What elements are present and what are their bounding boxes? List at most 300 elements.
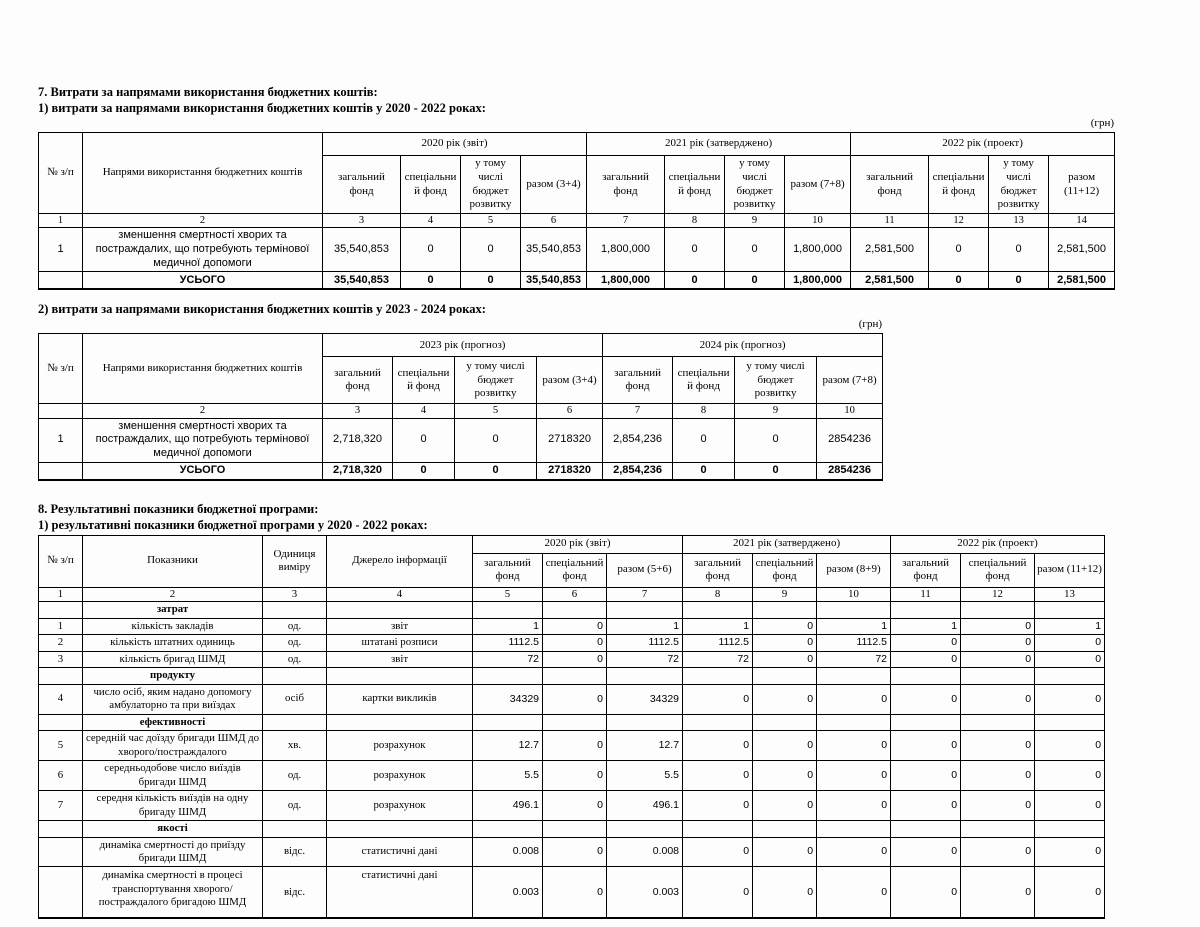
- fund-column-header: разом (7+8): [785, 156, 851, 214]
- column-number-cell: 8: [683, 587, 753, 601]
- source-cell: розрахунок: [327, 761, 473, 791]
- indicator-name-cell: динаміка смертності в процесі транспортування хворого/постраждалого бригадою ШМД: [83, 867, 263, 919]
- group-empty-cell: [327, 668, 473, 684]
- value-cell: 1112.5: [607, 635, 683, 651]
- value-cell: 0.008: [473, 837, 543, 867]
- group-empty-cell: [683, 821, 753, 837]
- section7-subtitle-2: 2) витрати за напрямами використання бюджетних коштів у 2023 - 2024 роках:: [38, 302, 486, 317]
- total-empty-cell: [39, 272, 83, 290]
- value-cell: 0.008: [607, 837, 683, 867]
- fund-column-header: спеціальний фонд: [961, 553, 1035, 587]
- group-empty-cell: [327, 714, 473, 730]
- group-empty-cell: [817, 821, 891, 837]
- fund-column-header: у тому числі бюджет розвитку: [455, 357, 537, 404]
- value-cell: 0: [1035, 761, 1105, 791]
- indicator-name-cell: кількість бригад ШМД: [83, 651, 263, 667]
- fund-column-header: загальний фонд: [323, 357, 393, 404]
- column-number-cell: 3: [263, 587, 327, 601]
- column-number-cell: 7: [607, 587, 683, 601]
- table-row: [39, 684, 1105, 714]
- value-cell: 1: [683, 618, 753, 634]
- group-label-cell: затрат: [83, 602, 263, 618]
- value-cell: 0: [961, 684, 1035, 714]
- source-cell: штатані розписи: [327, 635, 473, 651]
- value-cell: 0: [891, 761, 961, 791]
- table-row: [39, 867, 1105, 919]
- row-number-cell: 1: [39, 418, 83, 462]
- value-cell: 0: [543, 837, 607, 867]
- column-number-cell: 8: [665, 214, 725, 228]
- value-cell: 34329: [607, 684, 683, 714]
- group-empty-cell: [39, 668, 83, 684]
- fund-column-header: разом (8+9): [817, 553, 891, 587]
- value-cell: 0: [683, 761, 753, 791]
- direction-cell: зменшення смертності хворих та постраждалих, що потребують термінової медичної допомоги: [83, 228, 323, 272]
- value-cell: 0: [817, 837, 891, 867]
- year-group-header: 2022 рік (проект): [851, 133, 1115, 156]
- total-label-cell: УСЬОГО: [83, 272, 323, 290]
- group-empty-cell: [891, 714, 961, 730]
- value-cell: 2,718,320: [323, 418, 393, 462]
- total-value-cell: 2718320: [537, 462, 603, 480]
- value-cell: 2718320: [537, 418, 603, 462]
- year-group-header: 2023 рік (прогноз): [323, 334, 603, 357]
- year-group-header: 2022 рік (проект): [891, 535, 1105, 553]
- column-number-cell: 4: [327, 587, 473, 601]
- value-cell: 1,800,000: [587, 228, 665, 272]
- column-number-cell: 3: [323, 404, 393, 418]
- group-empty-cell: [473, 714, 543, 730]
- value-cell: 1: [817, 618, 891, 634]
- fund-column-header: спеціальний фонд: [673, 357, 735, 404]
- table-row: [39, 404, 883, 418]
- value-cell: 0: [683, 731, 753, 761]
- fund-column-header: загальний фонд: [891, 553, 961, 587]
- value-cell: 1112.5: [817, 635, 891, 651]
- table-row: [39, 214, 1115, 228]
- table-row: [39, 602, 1105, 618]
- column-number-cell: 13: [989, 214, 1049, 228]
- group-empty-cell: [891, 668, 961, 684]
- group-empty-cell: [817, 602, 891, 618]
- value-cell: 2,581,500: [1049, 228, 1115, 272]
- value-cell: 0: [817, 761, 891, 791]
- value-cell: 0: [961, 635, 1035, 651]
- column-number-cell: 5: [473, 587, 543, 601]
- row-number-cell: [39, 867, 83, 919]
- group-empty-cell: [263, 714, 327, 730]
- value-cell: 5.5: [607, 761, 683, 791]
- value-cell: 0: [817, 731, 891, 761]
- value-cell: 72: [473, 651, 543, 667]
- column-number-cell: 10: [785, 214, 851, 228]
- value-cell: 0: [1035, 837, 1105, 867]
- value-cell: 1,800,000: [785, 228, 851, 272]
- value-cell: 0: [1035, 635, 1105, 651]
- group-empty-cell: [961, 602, 1035, 618]
- section7-subtitle-1: 1) витрати за напрямами використання бюджетних коштів у 2020 - 2022 роках:: [38, 101, 486, 115]
- section8-title: 8. Результативні показники бюджетної програми:: [38, 501, 319, 516]
- group-empty-cell: [961, 714, 1035, 730]
- row-number-cell: 3: [39, 651, 83, 667]
- column-number-cell: 8: [673, 404, 735, 418]
- column-number-cell: 7: [603, 404, 673, 418]
- year-group-header: 2021 рік (затверджено): [587, 133, 851, 156]
- value-cell: 0: [961, 867, 1035, 919]
- group-empty-cell: [683, 714, 753, 730]
- value-cell: 0: [683, 867, 753, 919]
- column-header-directions: Напрями використання бюджетних коштів: [83, 133, 323, 214]
- expenses-table-2020-2022: [38, 132, 1115, 290]
- total-label-cell: УСЬОГО: [83, 462, 323, 480]
- value-cell: 2854236: [817, 418, 883, 462]
- value-cell: 0.003: [473, 867, 543, 919]
- column-header-source: Джерело інформації: [327, 535, 473, 587]
- fund-column-header: спеціальний фонд: [665, 156, 725, 214]
- value-cell: 35,540,853: [323, 228, 401, 272]
- value-cell: 0: [753, 635, 817, 651]
- fund-column-header: загальний фонд: [587, 156, 665, 214]
- table-row: [39, 535, 1105, 553]
- value-cell: 72: [607, 651, 683, 667]
- value-cell: 0: [753, 761, 817, 791]
- column-header-num: № з/п: [39, 133, 83, 214]
- value-cell: 0: [1035, 651, 1105, 667]
- fund-column-header: разом (11+12): [1035, 553, 1105, 587]
- row-number-cell: [39, 837, 83, 867]
- value-cell: 0: [817, 867, 891, 919]
- column-number-cell: 2: [83, 214, 323, 228]
- year-group-header: 2024 рік (прогноз): [603, 334, 883, 357]
- fund-column-header: спеціальний фонд: [753, 553, 817, 587]
- row-number-cell: 6: [39, 761, 83, 791]
- value-cell: 0: [891, 731, 961, 761]
- fund-column-header: у тому числі бюджет розвитку: [461, 156, 521, 214]
- fund-column-header: загальний фонд: [683, 553, 753, 587]
- currency-label-table1: (грн): [1090, 117, 1114, 129]
- fund-column-header: спеціальний фонд: [543, 553, 607, 587]
- total-value-cell: 0: [461, 272, 521, 290]
- column-number-cell: 7: [587, 214, 665, 228]
- value-cell: 0: [1035, 684, 1105, 714]
- column-number-cell: 9: [725, 214, 785, 228]
- group-empty-cell: [327, 821, 473, 837]
- indicator-name-cell: число осіб, яким надано допомогу амбулаторно та при виїздах: [83, 684, 263, 714]
- column-number-cell: 6: [537, 404, 603, 418]
- group-empty-cell: [753, 714, 817, 730]
- total-value-cell: 0: [455, 462, 537, 480]
- table-row: [39, 651, 1105, 667]
- table-row: [39, 761, 1105, 791]
- fund-column-header: разом (5+6): [607, 553, 683, 587]
- table-row: [39, 668, 1105, 684]
- value-cell: 0: [753, 618, 817, 634]
- row-number-cell: 1: [39, 228, 83, 272]
- indicator-name-cell: кількість штатних одиниць: [83, 635, 263, 651]
- value-cell: 0: [753, 837, 817, 867]
- value-cell: 0: [543, 618, 607, 634]
- value-cell: 0: [673, 418, 735, 462]
- value-cell: 0: [961, 791, 1035, 821]
- value-cell: 0: [891, 867, 961, 919]
- value-cell: 34329: [473, 684, 543, 714]
- value-cell: 0: [817, 791, 891, 821]
- column-header-indicators: Показники: [83, 535, 263, 587]
- total-value-cell: 1,800,000: [785, 272, 851, 290]
- fund-column-header: у тому числі бюджет розвитку: [989, 156, 1049, 214]
- group-empty-cell: [817, 714, 891, 730]
- source-cell: розрахунок: [327, 731, 473, 761]
- unit-cell: од.: [263, 618, 327, 634]
- unit-cell: відс.: [263, 837, 327, 867]
- row-number-cell: 5: [39, 731, 83, 761]
- year-group-header: 2020 рік (звіт): [473, 535, 683, 553]
- column-number-cell: 13: [1035, 587, 1105, 601]
- column-number-cell: 6: [521, 214, 587, 228]
- unit-cell: од.: [263, 761, 327, 791]
- expenses-table-2023-2024: [38, 333, 883, 480]
- table-row: [39, 228, 1115, 272]
- table-row: [39, 618, 1105, 634]
- column-header-unit: Одиниця виміру: [263, 535, 327, 587]
- value-cell: 0: [735, 418, 817, 462]
- group-empty-cell: [961, 821, 1035, 837]
- unit-cell: відс.: [263, 867, 327, 919]
- group-empty-cell: [39, 602, 83, 618]
- column-number-cell: 5: [455, 404, 537, 418]
- currency-label-table2: (грн): [858, 318, 882, 331]
- fund-column-header: загальний фонд: [323, 156, 401, 214]
- value-cell: 72: [683, 651, 753, 667]
- total-value-cell: 0: [665, 272, 725, 290]
- value-cell: 0: [989, 228, 1049, 272]
- column-number-cell: 10: [817, 587, 891, 601]
- source-cell: статистичні дані: [327, 837, 473, 867]
- value-cell: 2,581,500: [851, 228, 929, 272]
- value-cell: 0: [891, 684, 961, 714]
- group-empty-cell: [753, 668, 817, 684]
- column-number-cell: 9: [753, 587, 817, 601]
- column-header-directions: Напрями використання бюджетних коштів: [83, 334, 323, 404]
- column-number-cell: 11: [851, 214, 929, 228]
- unit-cell: од.: [263, 791, 327, 821]
- value-cell: 72: [817, 651, 891, 667]
- column-header-num: № з/п: [39, 334, 83, 404]
- direction-cell: зменшення смертності хворих та постраждалих, що потребують термінової медичної допомоги: [83, 418, 323, 462]
- table-row: [39, 272, 1115, 290]
- value-cell: 0: [891, 651, 961, 667]
- value-cell: 0: [891, 635, 961, 651]
- group-empty-cell: [607, 602, 683, 618]
- source-cell: статистичні дані: [327, 867, 473, 919]
- column-number-cell: 1: [39, 587, 83, 601]
- value-cell: 0: [961, 761, 1035, 791]
- column-number-cell: 14: [1049, 214, 1115, 228]
- column-number-cell: 4: [401, 214, 461, 228]
- value-cell: 0: [753, 651, 817, 667]
- value-cell: 0.003: [607, 867, 683, 919]
- group-empty-cell: [263, 602, 327, 618]
- group-empty-cell: [1035, 602, 1105, 618]
- group-empty-cell: [753, 821, 817, 837]
- total-value-cell: 0: [989, 272, 1049, 290]
- table-row: [39, 821, 1105, 837]
- value-cell: 0: [543, 635, 607, 651]
- column-number-cell: 6: [543, 587, 607, 601]
- indicator-name-cell: середня кількість виїздів на одну бригаду ШМД: [83, 791, 263, 821]
- value-cell: 496.1: [607, 791, 683, 821]
- value-cell: 0: [753, 731, 817, 761]
- value-cell: 1112.5: [683, 635, 753, 651]
- total-value-cell: 1,800,000: [587, 272, 665, 290]
- value-cell: 0: [1035, 791, 1105, 821]
- fund-column-header: спеціальний фонд: [929, 156, 989, 214]
- group-empty-cell: [607, 668, 683, 684]
- value-cell: 0: [961, 618, 1035, 634]
- group-empty-cell: [473, 602, 543, 618]
- unit-cell: хв.: [263, 731, 327, 761]
- group-empty-cell: [607, 714, 683, 730]
- group-empty-cell: [543, 821, 607, 837]
- table-row: [39, 731, 1105, 761]
- fund-column-header: у тому числі бюджет розвитку: [725, 156, 785, 214]
- value-cell: 0: [753, 791, 817, 821]
- value-cell: 0: [665, 228, 725, 272]
- group-empty-cell: [543, 602, 607, 618]
- value-cell: 12.7: [607, 731, 683, 761]
- total-value-cell: 0: [725, 272, 785, 290]
- column-number-cell: 2: [83, 404, 323, 418]
- value-cell: 0: [543, 684, 607, 714]
- year-group-header: 2020 рік (звіт): [323, 133, 587, 156]
- fund-column-header: разом (3+4): [537, 357, 603, 404]
- table-row: [39, 133, 1115, 156]
- total-value-cell: 35,540,853: [323, 272, 401, 290]
- column-header-num: № з/п: [39, 535, 83, 587]
- value-cell: 0: [725, 228, 785, 272]
- group-empty-cell: [39, 714, 83, 730]
- value-cell: 496.1: [473, 791, 543, 821]
- row-number-cell: 4: [39, 684, 83, 714]
- group-empty-cell: [1035, 714, 1105, 730]
- column-number-cell: 11: [891, 587, 961, 601]
- unit-cell: од.: [263, 635, 327, 651]
- value-cell: 0: [461, 228, 521, 272]
- year-group-header: 2021 рік (затверджено): [683, 535, 891, 553]
- value-cell: 1: [473, 618, 543, 634]
- table-row: [39, 334, 883, 357]
- total-empty-cell: [39, 462, 83, 480]
- total-value-cell: 0: [673, 462, 735, 480]
- value-cell: 0: [1035, 731, 1105, 761]
- value-cell: 0: [961, 651, 1035, 667]
- value-cell: 0: [543, 731, 607, 761]
- total-value-cell: 2,581,500: [1049, 272, 1115, 290]
- column-number-cell: 12: [929, 214, 989, 228]
- source-cell: звіт: [327, 651, 473, 667]
- source-cell: розрахунок: [327, 791, 473, 821]
- indicator-name-cell: динаміка смертності до приїзду бригади ШМД: [83, 837, 263, 867]
- fund-column-header: разом (7+8): [817, 357, 883, 404]
- value-cell: 0: [891, 791, 961, 821]
- value-cell: 0: [543, 761, 607, 791]
- value-cell: 0: [753, 867, 817, 919]
- column-number-cell: 1: [39, 214, 83, 228]
- source-cell: звіт: [327, 618, 473, 634]
- value-cell: 0: [753, 684, 817, 714]
- group-empty-cell: [543, 668, 607, 684]
- row-number-cell: 1: [39, 618, 83, 634]
- value-cell: 1: [891, 618, 961, 634]
- fund-column-header: загальний фонд: [851, 156, 929, 214]
- value-cell: 12.7: [473, 731, 543, 761]
- total-value-cell: 2,581,500: [851, 272, 929, 290]
- fund-column-header: разом (3+4): [521, 156, 587, 214]
- table-row: [39, 837, 1105, 867]
- table-row: [39, 714, 1105, 730]
- table-row: [39, 587, 1105, 601]
- row-number-cell: 7: [39, 791, 83, 821]
- column-number-cell: 4: [393, 404, 455, 418]
- value-cell: 0: [961, 731, 1035, 761]
- group-empty-cell: [817, 668, 891, 684]
- column-number-cell: 12: [961, 587, 1035, 601]
- value-cell: 1: [607, 618, 683, 634]
- group-label-cell: ефективності: [83, 714, 263, 730]
- group-empty-cell: [1035, 821, 1105, 837]
- group-empty-cell: [753, 602, 817, 618]
- column-number-cell: 3: [323, 214, 401, 228]
- group-empty-cell: [263, 821, 327, 837]
- value-cell: 0: [683, 684, 753, 714]
- value-cell: 5.5: [473, 761, 543, 791]
- total-value-cell: 2854236: [817, 462, 883, 480]
- column-number-cell: 10: [817, 404, 883, 418]
- group-empty-cell: [473, 668, 543, 684]
- section8-subtitle-1: 1) результативні показники бюджетної програми у 2020 - 2022 роках:: [38, 517, 428, 532]
- indicators-table-2020-2022: [38, 535, 1105, 920]
- value-cell: 0: [1035, 867, 1105, 919]
- total-value-cell: 35,540,853: [521, 272, 587, 290]
- group-empty-cell: [39, 821, 83, 837]
- column-number-cell: 5: [461, 214, 521, 228]
- group-empty-cell: [327, 602, 473, 618]
- group-empty-cell: [891, 821, 961, 837]
- fund-column-header: загальний фонд: [473, 553, 543, 587]
- fund-column-header: спеціальний фонд: [401, 156, 461, 214]
- group-label-cell: якості: [83, 821, 263, 837]
- table-row: [39, 635, 1105, 651]
- group-empty-cell: [263, 668, 327, 684]
- fund-column-header: разом (11+12): [1049, 156, 1115, 214]
- value-cell: 0: [401, 228, 461, 272]
- fund-column-header: спеціальний фонд: [393, 357, 455, 404]
- column-number-cell: 2: [83, 587, 263, 601]
- group-empty-cell: [683, 668, 753, 684]
- column-number-cell: [39, 404, 83, 418]
- value-cell: 0: [683, 791, 753, 821]
- group-empty-cell: [891, 602, 961, 618]
- table-row: [39, 462, 883, 480]
- group-empty-cell: [607, 821, 683, 837]
- total-value-cell: 2,854,236: [603, 462, 673, 480]
- value-cell: 1112.5: [473, 635, 543, 651]
- indicator-name-cell: середній час доїзду бригади ШМД до хворого/постраждалого: [83, 731, 263, 761]
- column-number-cell: 9: [735, 404, 817, 418]
- value-cell: 0: [543, 867, 607, 919]
- section7-title: 7. Витрати за напрямами використання бюджетних коштів:: [38, 85, 378, 99]
- value-cell: 0: [455, 418, 537, 462]
